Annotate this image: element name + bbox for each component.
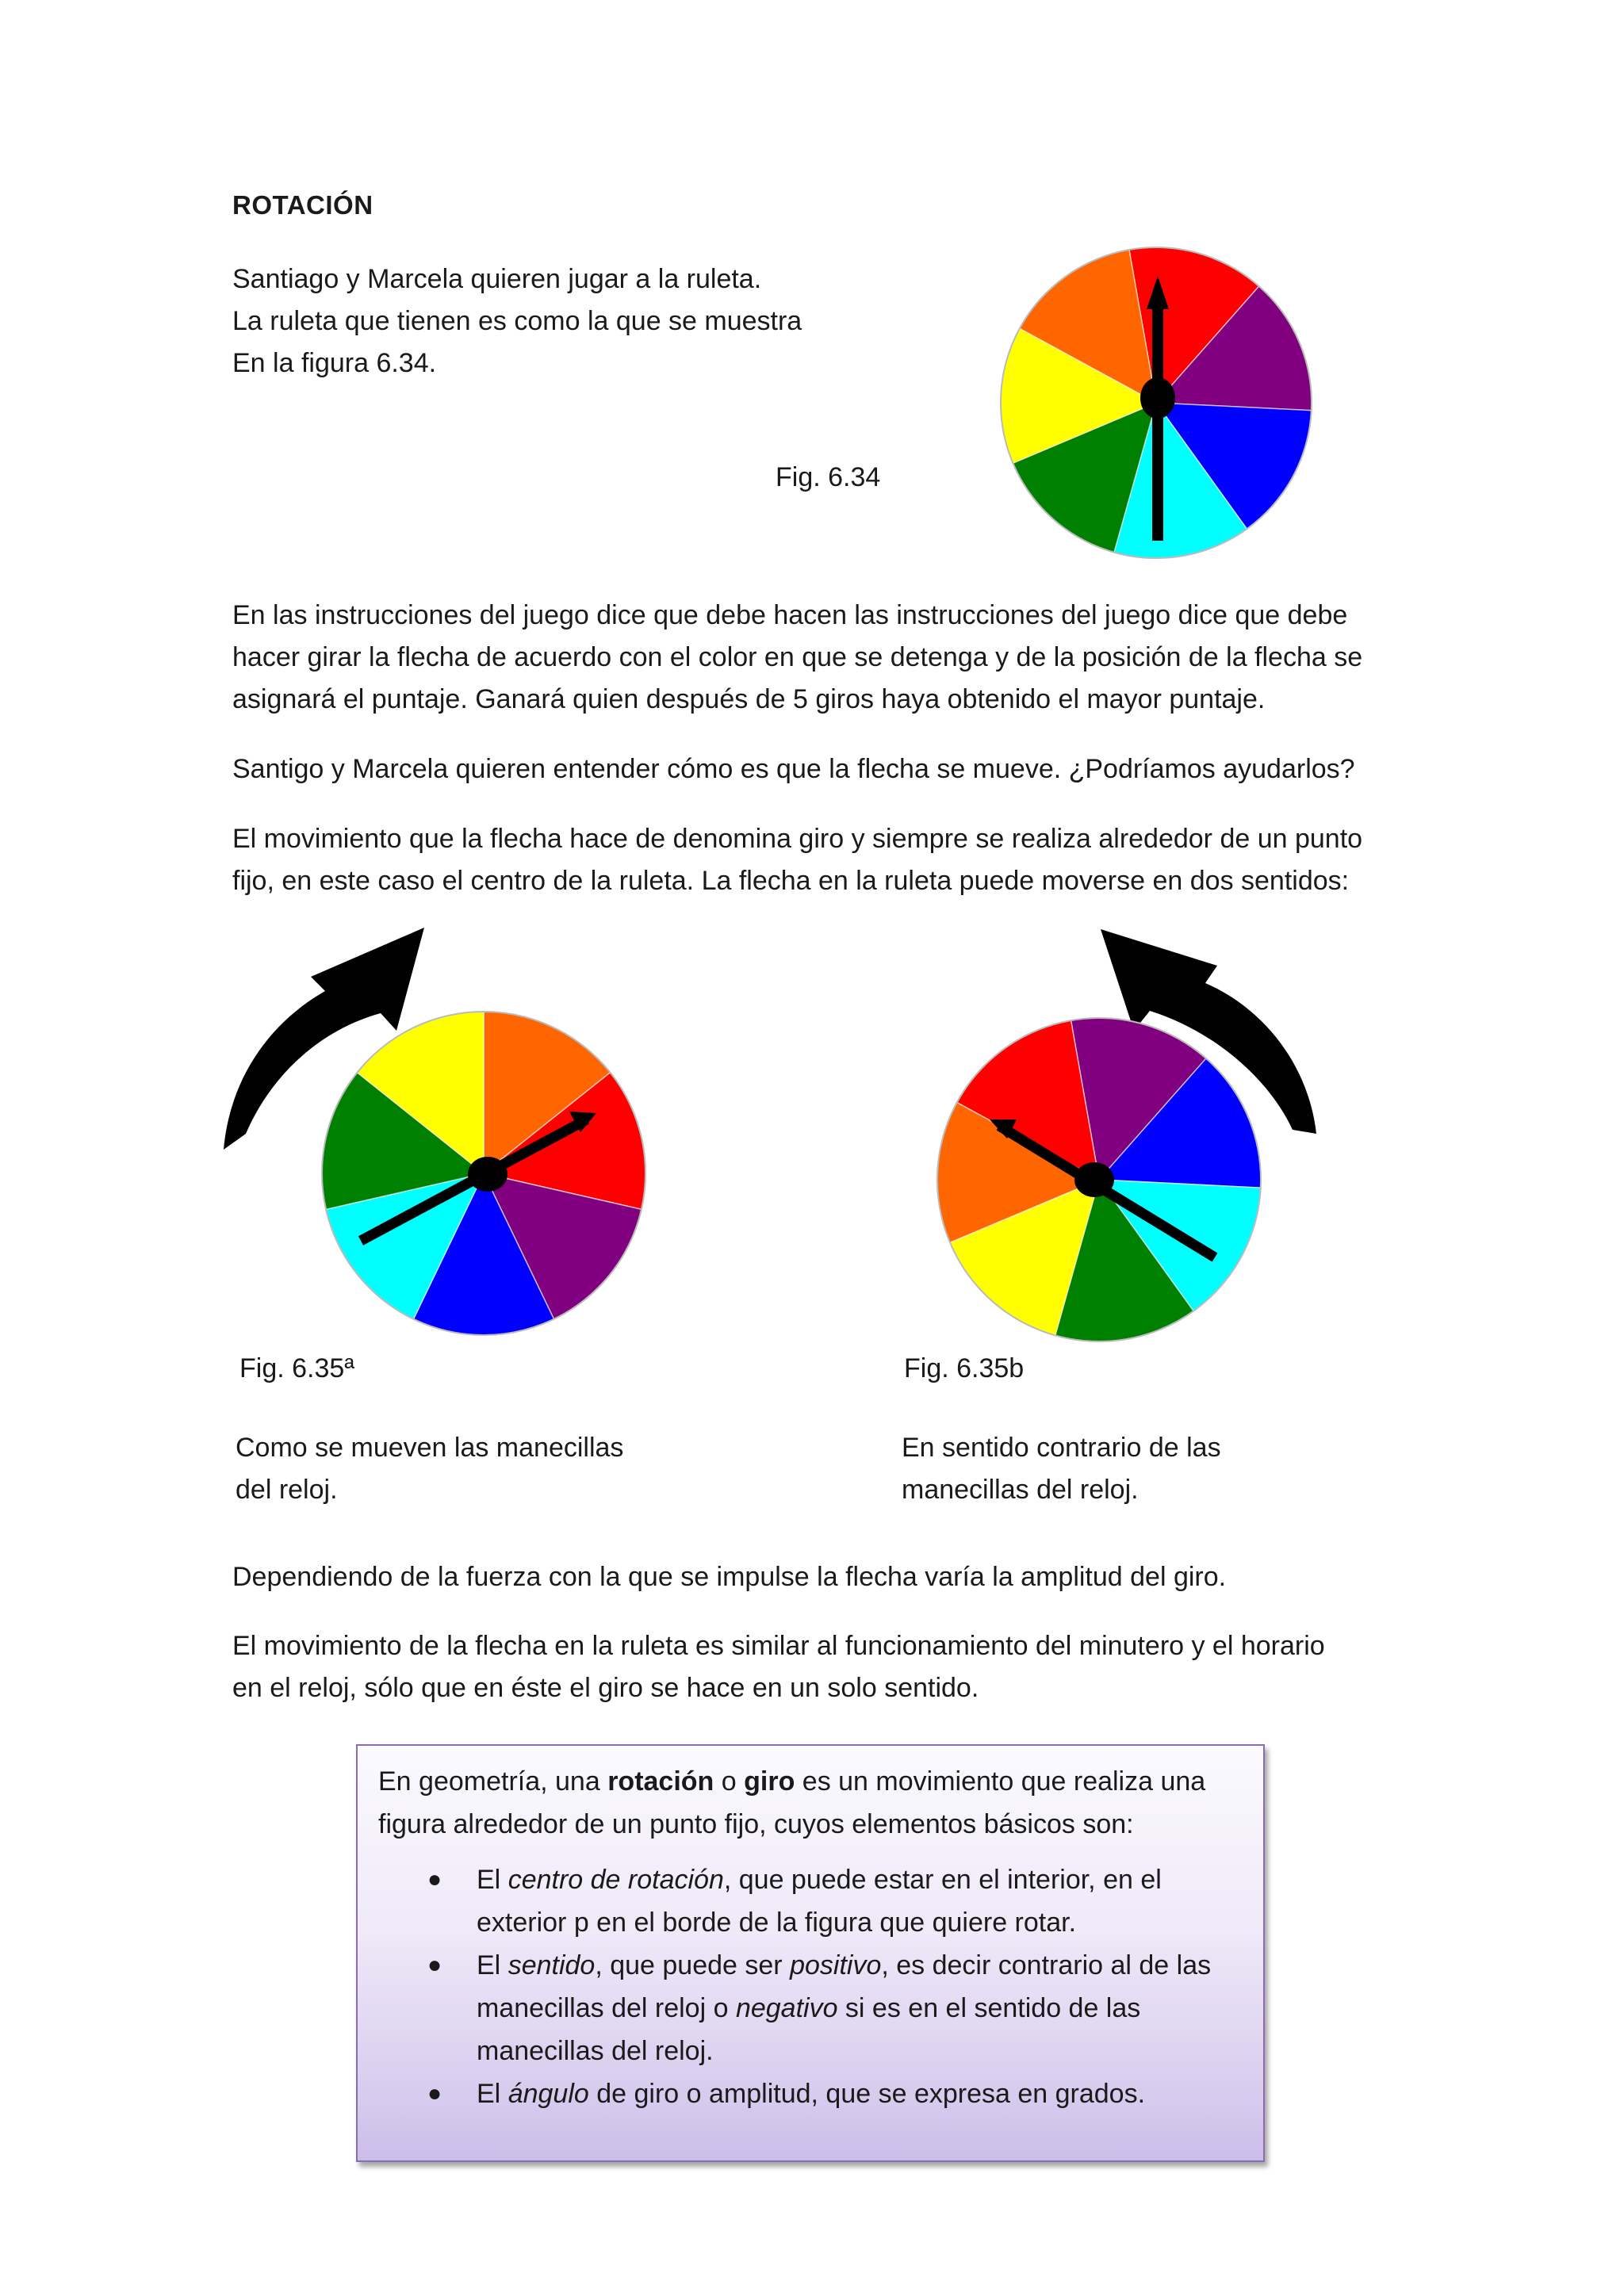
text-line: hacer girar la flecha de acuerdo con el color en que se detenga y de la posición de la flecha se [232,642,1363,672]
fig-634-caption: Fig. 6.34 [776,462,881,492]
term-giro: giro [744,1766,795,1797]
term-centro: centro de rotación [508,1865,724,1895]
intro-line: En la figura 6.34. [232,348,437,378]
paragraph-question: Santigo y Marcela quieren entender cómo es que la flecha se mueve. ¿Podríamos ayudarlos? [232,754,1355,784]
definition-box [356,1744,1265,2162]
text-run: , que puede ser [595,1950,791,1980]
text-run: es un movimiento que realiza una figura alrededor de un punto fijo, cuyos elementos básicos son: [378,1766,1206,1839]
text-run: si es en el sentido de las manecillas del reloj. [477,1993,1141,2066]
fig-635a-description [236,1427,711,1511]
text-run: o [714,1766,745,1797]
text-line: asignará el puntaje. Ganará quien después de 5 giros haya obtenido el mayor puntaje. [232,684,1266,714]
bullet-icon: ● [427,1866,442,1892]
text-line: En sentido contrario de las [902,1433,1221,1463]
term-sentido: sentido [508,1950,596,1980]
elements-list [378,1858,1244,2115]
text-line: fijo, en este caso el centro de la ruleta. La flecha en la ruleta puede moverse en dos sentidos: [232,866,1350,896]
term-negativo: negativo [735,1993,838,2023]
list-item [378,1858,1244,1944]
text-run: , que puede estar en el interior, en el exterior p en el borde de la figura que quiere rotar. [477,1865,1162,1938]
paragraph-amplitude: Dependiendo de la fuerza con la que se impulse la flecha varía la amplitud del giro. [232,1562,1227,1592]
text-line: Como se mueven las manecillas [236,1433,624,1463]
text-line: del reloj. [236,1475,338,1505]
bullet-icon: ● [427,1952,442,1978]
term-angulo: ángulo [508,2079,589,2109]
text-line: manecillas del reloj. [902,1475,1139,1505]
fig-635a-spinner [222,920,666,1332]
term-positivo: positivo [790,1950,882,1980]
text-line: El movimiento de la flecha en la ruleta es similar al funcionamiento del minutero y el horario [232,1631,1325,1661]
fig-635a-caption: Fig. 6.35ª [239,1353,354,1383]
term-rotacion: rotación [607,1766,714,1797]
paragraph-clock [232,1625,1392,1709]
text-run: El [477,2079,508,2109]
bullet-icon: ● [427,2080,442,2107]
intro-line: La ruleta que tienen es como la que se muestra [232,306,802,336]
spinner-hub [1140,377,1175,419]
text-run: El [477,1950,508,1980]
list-item [378,1944,1244,2072]
list-item [378,2072,1244,2115]
definition-lead [378,1760,1244,1846]
spinner-hub [468,1157,508,1192]
text-run: En geometría, una [378,1766,608,1797]
fig-634-spinner [1001,239,1312,566]
fig-635b-spinner [920,920,1332,1348]
text-run: , es decir contrario al de las manecillas del reloj o [477,1950,1212,2023]
paragraph-instructions [232,595,1392,721]
text-line: En las instrucciones del juego dice que debe hacen las instrucciones del juego dice que debe [232,600,1348,630]
text-line: El movimiento que la flecha hace de denomina giro y siempre se realiza alrededor de un punto [232,824,1363,854]
text-run: de giro o amplitud, que se expresa en grados. [588,2079,1146,2109]
fig-635b-description [902,1427,1377,1511]
fig-635b-caption: Fig. 6.35b [904,1353,1025,1383]
paragraph-movement [232,818,1392,902]
text-run: El [477,1865,508,1895]
spinner-hub [1074,1162,1114,1197]
text-line: en el reloj, sólo que en éste el giro se hace en un solo sentido. [232,1673,979,1703]
page-title: ROTACIÓN [232,190,373,220]
intro-text [232,258,867,385]
intro-line: Santiago y Marcela quieren jugar a la ruleta. [232,264,762,294]
